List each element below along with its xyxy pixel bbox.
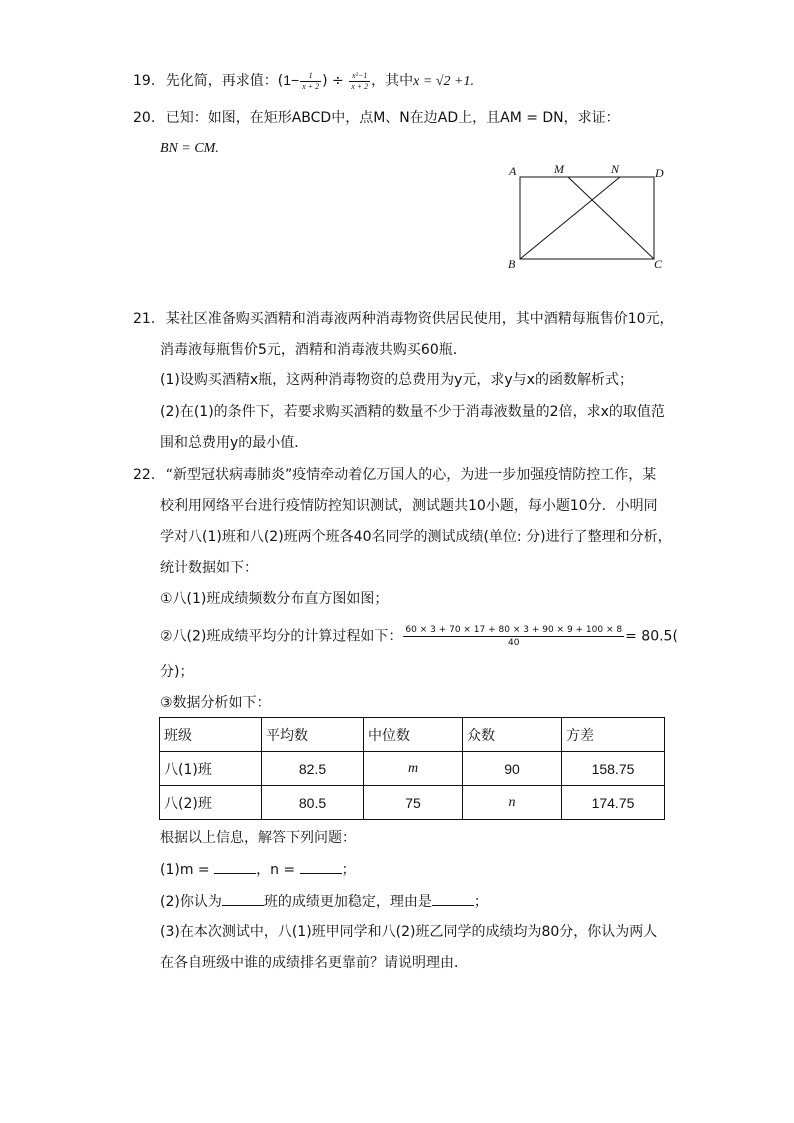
q22-item-3: ③数据分析如下： <box>160 695 271 711</box>
table-header-cell: 众数 <box>463 718 562 752</box>
q20-line-1: 20. 已知：如图，在矩形ABCD中，点M、N在边AD上，且AM = DN，求证： <box>133 110 620 126</box>
q19-fraction-2: $\frac{\text{x²−1}}{x + 2}$ <box>351 70 369 91</box>
label-c: C <box>654 257 663 271</box>
q22-number: 22. <box>133 467 156 483</box>
data-analysis-table <box>159 717 665 820</box>
q22-sub-3b: 在各自班级中谁的成绩排名更靠前？请说明理由． <box>160 955 468 971</box>
label-a: A <box>509 164 517 178</box>
table-row <box>160 786 665 820</box>
table-cell: 158.75 <box>562 752 665 786</box>
q22-line-2: 校利用网络平台进行疫情防控知识测试，测试题共10小题，每小题10分．小明同 <box>160 498 658 514</box>
table-header-cell: 平均数 <box>262 718 364 752</box>
q21-part-2a: (2)在(1)的条件下，若要求购买酒精的数量不少于消毒液数量的2倍，求x的取值范 <box>160 404 665 420</box>
q20-line-2: BN = CM. <box>160 141 219 156</box>
label-m: M <box>554 162 564 176</box>
table-header-cell: 方差 <box>562 718 665 752</box>
table-header-row <box>160 718 665 752</box>
q19-fraction-1: $\frac{1}{x + 2}$ <box>302 70 320 91</box>
q21-part-2b: 围和总费用y的最小值． <box>160 435 309 451</box>
label-n: N <box>611 162 620 176</box>
q19-number: 19. <box>133 73 156 89</box>
answer-blank-m[interactable] <box>214 859 256 874</box>
q22-average-fraction: $\frac{60 \times 3 + 70 \times 17 + 80 \times 3 + 90 \times 9 + 100 \times 8}{40}$ <box>405 625 623 648</box>
table-cell: 八(2)班 <box>160 786 262 820</box>
answer-blank-class[interactable] <box>222 891 264 906</box>
q22-item-2: ②八(2)班成绩平均分的计算过程如下： $\frac{60 \times 3 + 70 \times 17 + 80 \times 3 + 90 \times 9 + 100 \times 8}{40}$ = 80.5( <box>160 625 678 648</box>
table-cell: m <box>364 752 463 786</box>
q22-sub-3a: (3)在本次测试中，八(1)班甲同学和八(2)班乙同学的成绩均为80分，你认为两人 <box>160 924 658 940</box>
q22-item-2-unit: 分)； <box>160 664 194 680</box>
q21-line-1: 21. 某社区准备购买酒精和消毒液两种消毒物资供居民使用，其中酒精每瓶售价10元， <box>133 311 674 327</box>
label-d: D <box>655 166 664 180</box>
answer-blank-n[interactable] <box>300 859 342 874</box>
table-cell: 90 <box>463 752 562 786</box>
q22-prompt: 根据以上信息，解答下列问题： <box>160 830 356 846</box>
q22-item-1: ①八(1)班成绩频数分布直方图如图； <box>160 591 389 607</box>
q22-sub-1: (1)m = ，n = ； <box>160 859 356 880</box>
table-cell: 八(1)班 <box>160 752 262 786</box>
table-cell: n <box>463 786 562 820</box>
table-cell: 80.5 <box>262 786 364 820</box>
q21-part-1: (1)设购买酒精x瓶，这两种消毒物资的总费用为y元，求y与x的函数解析式； <box>160 372 633 388</box>
table-header-cell: 班级 <box>160 718 262 752</box>
q21-line-2: 消毒液每瓶售价5元，酒精和消毒液共购买60瓶． <box>160 342 467 358</box>
rectangle-figure <box>505 160 675 275</box>
q22-sub-2: (2)你认为 班的成绩更加稳定，理由是 ； <box>160 891 488 912</box>
table-cell: 75 <box>364 786 463 820</box>
q20-number: 20. <box>133 110 156 126</box>
q19-x-value: x = √2 +1. <box>413 74 474 89</box>
q22-line-1: 22. “新型冠状病毒肺炎”疫情牵动着亿万国人的心，为进一步加强疫情防控工作，某 <box>133 467 657 483</box>
q19: 19. 先化简，再求值：(1− $\frac{1}{x + 2}$ ) ÷ $\frac{\text{x²−1}}{x + 2}$ ，其中x = √2 +1. <box>133 70 474 91</box>
q19-intro: 先化简，再求值： <box>165 73 278 89</box>
q22-line-4: 统计数据如下： <box>160 560 258 576</box>
q21-number: 21. <box>133 311 156 327</box>
table-row <box>160 752 665 786</box>
q22-line-3: 学对八(1)班和八(2)班两个班各40名同学的测试成绩(单位: 分)进行了整理和分析， <box>160 529 672 545</box>
q19-tail: 其中 <box>385 73 414 89</box>
label-b: B <box>508 257 516 271</box>
table-cell: 174.75 <box>562 786 665 820</box>
table-cell: 82.5 <box>262 752 364 786</box>
table-header-cell: 中位数 <box>364 718 463 752</box>
answer-blank-reason[interactable] <box>432 891 474 906</box>
